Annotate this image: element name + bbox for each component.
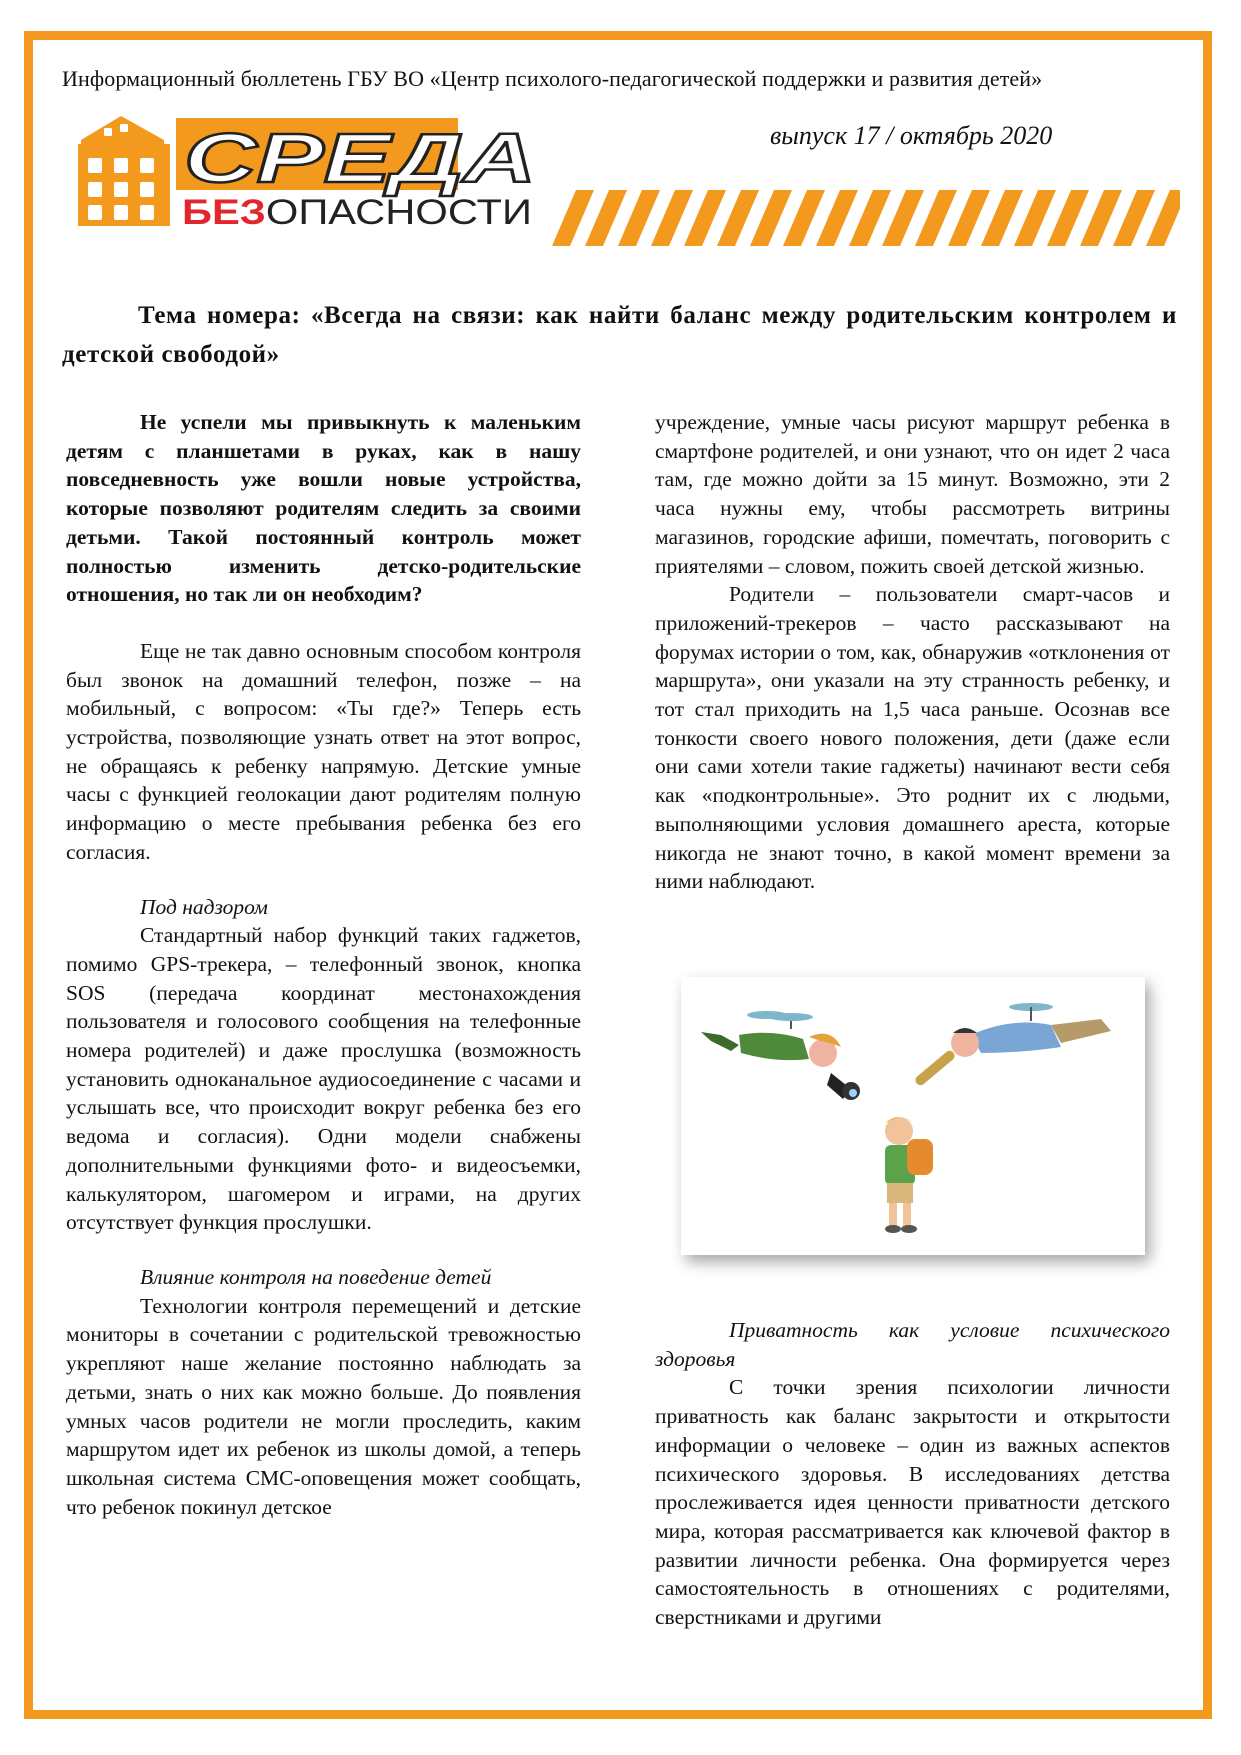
stripe (552, 190, 594, 246)
paragraph: учреждение, умные часы рисуют маршрут ребенка в смартфоне родителей, и они узнают, что он идет 2 часа там, где можно дойти за 15 минут. Возможно, эти 2 часа нужны ему, чтобы рассмотреть витрины магазинов, городские афиши, помечтать, поговорить с приятелями – словом, пожить своей детской жизнью. (655, 410, 1170, 578)
subheading-control-influence: Влияние контроля на поведение детей (140, 1264, 492, 1289)
paragraph: Родители – пользователи смарт-часов и приложений-трекеров – часто рассказывают на форумах истории о том, как, обнаружив «отклонения от маршрута», они указали на эту странность ребенку, и тот стал приходить на 1,5 часа раньше. Осознав все тонкости своего нового положения, дети (даже если они сами хотели такие гаджеты) начинают вести себя как «подконтрольные». Это роднит их с людьми, выполняющими условия домашнего ареста, которые никогда не знают точно, в какой момент времени за ними наблюдают. (655, 582, 1170, 894)
stripe (1113, 190, 1155, 246)
paragraph: Технологии контроля перемещений и детские мониторы в сочетании с родительской тревожностью укрепляют наше желание постоянно наблюдать за детьми, знать о них как можно больше. До появления умных часов родители не могли проследить, каким маршрутом идет их ребенок из школы домой, а теперь школьная система СМС-оповещения может сообщать, что ребенок покинул детское (66, 1293, 581, 1519)
right-column-lower (655, 1316, 1170, 1632)
stripe (948, 190, 990, 246)
logo-sub-dark: ОПАСНОСТИ (265, 193, 490, 232)
stripe (882, 190, 924, 246)
sreda-logo (76, 114, 536, 232)
decorative-stripes (540, 188, 1180, 248)
stripe (750, 190, 792, 246)
stripe (783, 190, 825, 246)
flying-mother-figure (701, 1011, 860, 1100)
paragraph: С точки зрения психологии личности приватность как баланс закрытости и открытости информации о человеке – один из важных аспектов психического здоровья. В исследованиях детства прослеживается идея ценности приватности детского мира, которая рассматривается как ключевой фактор в развитии личности ребенка. Она формируется через самостоятельность в отношениях с родителями, сверстниками и другими (655, 1375, 1170, 1630)
stripe (849, 190, 891, 246)
stripe (1047, 190, 1089, 246)
subheading-supervision: Под надзором (140, 894, 268, 919)
child-figure (885, 1117, 933, 1233)
svg-text:БЕЗОПАСНОСТИ (182, 193, 532, 232)
lead-paragraph: Не успели мы привыкнуть к маленьким детям с планшетами в руках, как в нашу повседневность уже вошли новые устройства, которые позволяют родителям следить за своими детьми. Такой постоянный контроль может полностью изменить детско-родительские отношения, но так ли он необходим? (66, 410, 581, 607)
left-column (66, 408, 581, 1521)
house-icon (78, 116, 170, 226)
flying-father-figure (913, 1003, 1111, 1087)
stripe (717, 190, 759, 246)
stripe (981, 190, 1023, 246)
issue-label: выпуск 17 / октябрь 2020 (770, 121, 1053, 150)
right-column (655, 408, 1170, 896)
bulletin-header: Информационный бюллетень ГБУ ВО «Центр психолого-педагогической поддержки и развития детей» (62, 66, 1043, 91)
illustration-parents-watching-child (681, 977, 1145, 1255)
stripe (651, 190, 693, 246)
stripe (1014, 190, 1056, 246)
paragraph: Стандартный набор функций таких гаджетов, помимо GPS-трекера, – телефонный звонок, кнопка SOS (передача координат местонахождения пользователя и голосового сообщения на телефонные номера родителей) и даже прослушка (возможность установить одноканальное аудиосоединение с часами и услышать все, что происходит вокруг ребенка без его ведома и согласия). Одни модели снабжены дополнительными функциями фото- и видеосъемки, калькулятором, шагомером и играми, на других отсутствует функция прослушки. (66, 923, 581, 1235)
logo-sub-red: БЕЗ (182, 193, 253, 232)
stripe (618, 190, 660, 246)
topic-title: Тема номера: «Всегда на связи: как найти баланс между родительским контролем и детской свободой» (62, 302, 1177, 368)
stripe (684, 190, 726, 246)
stripe (915, 190, 957, 246)
stripe (816, 190, 858, 246)
paragraph: Еще не так давно основным способом контроля был звонок на домашний телефон, позже – на мобильный, с вопросом: «Ты где?» Теперь есть устройства, позволяющие узнать ответ на этот вопрос, не обращаясь к ребенку напрямую. Детские умные часы с функцией геолокации дают родителям полную информацию о месте пребывания ребенка без его согласия. (66, 638, 581, 864)
logo-main: СРЕДА (184, 119, 536, 197)
stripe (1080, 190, 1122, 246)
stripe (585, 190, 627, 246)
subheading-privacy: Приватность как условие психического здоровья (655, 1318, 1170, 1371)
